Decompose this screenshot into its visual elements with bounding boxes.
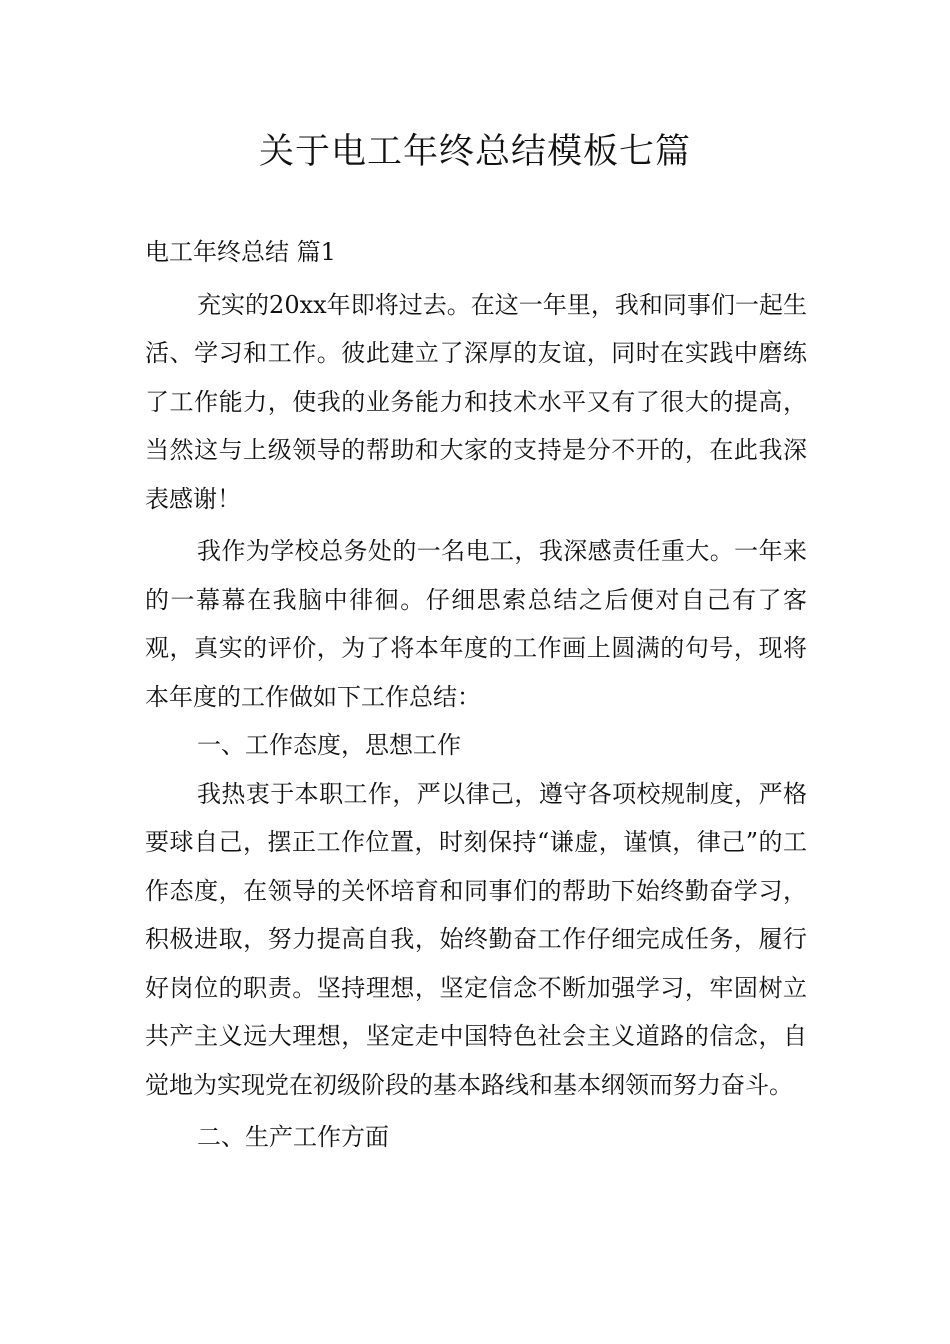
paragraph-work-attitude: 我热衷于本职工作，严以律己，遵守各项校规制度，严格要球自己，摆正工作位置，时刻保持“谦虚，谨慎，律己”的工作态度，在领导的关怀培育和同事们的帮助下始终勤奋学习，积极进取，努力提高自我，始终勤奋工作仔细完成任务，履行好岗位的职责。坚持理想，坚定信念不断加强学习，牢固树立共产主义远大理想，坚定走中国特色社会主义道路的信念，自觉地为实现党在初级阶段的基本路线和基本纲领而努力奋斗。: [145, 779, 807, 1099]
subheading-work-attitude: 一、工作态度，思想工作: [197, 731, 461, 759]
document-title: 关于电工年终总结模板七篇: [258, 132, 691, 172]
subheading-production-work: 二、生产工作方面: [197, 1123, 389, 1151]
document-body: [145, 228, 807, 1162]
section-heading: 电工年终总结 篇1: [145, 238, 336, 266]
paragraph-intro: 充实的20xx年即将过去。在这一年里，我和同事们一起生活、学习和工作。彼此建立了深厚的友谊，同时在实践中磨练了工作能力，使我的业务能力和技术水平又有了很大的提高，当然这与上级领导的帮助和大家的支持是分不开的，在此我深表感谢！: [145, 290, 807, 513]
paragraph-role: 我作为学校总务处的一名电工，我深感责任重大。一年来的一幕幕在我脑中徘徊。仔细思索总结之后便对自己有了客观，真实的评价，为了将本年度的工作画上圆满的句号，现将本年度的工作做如下工作总结：: [145, 537, 807, 711]
